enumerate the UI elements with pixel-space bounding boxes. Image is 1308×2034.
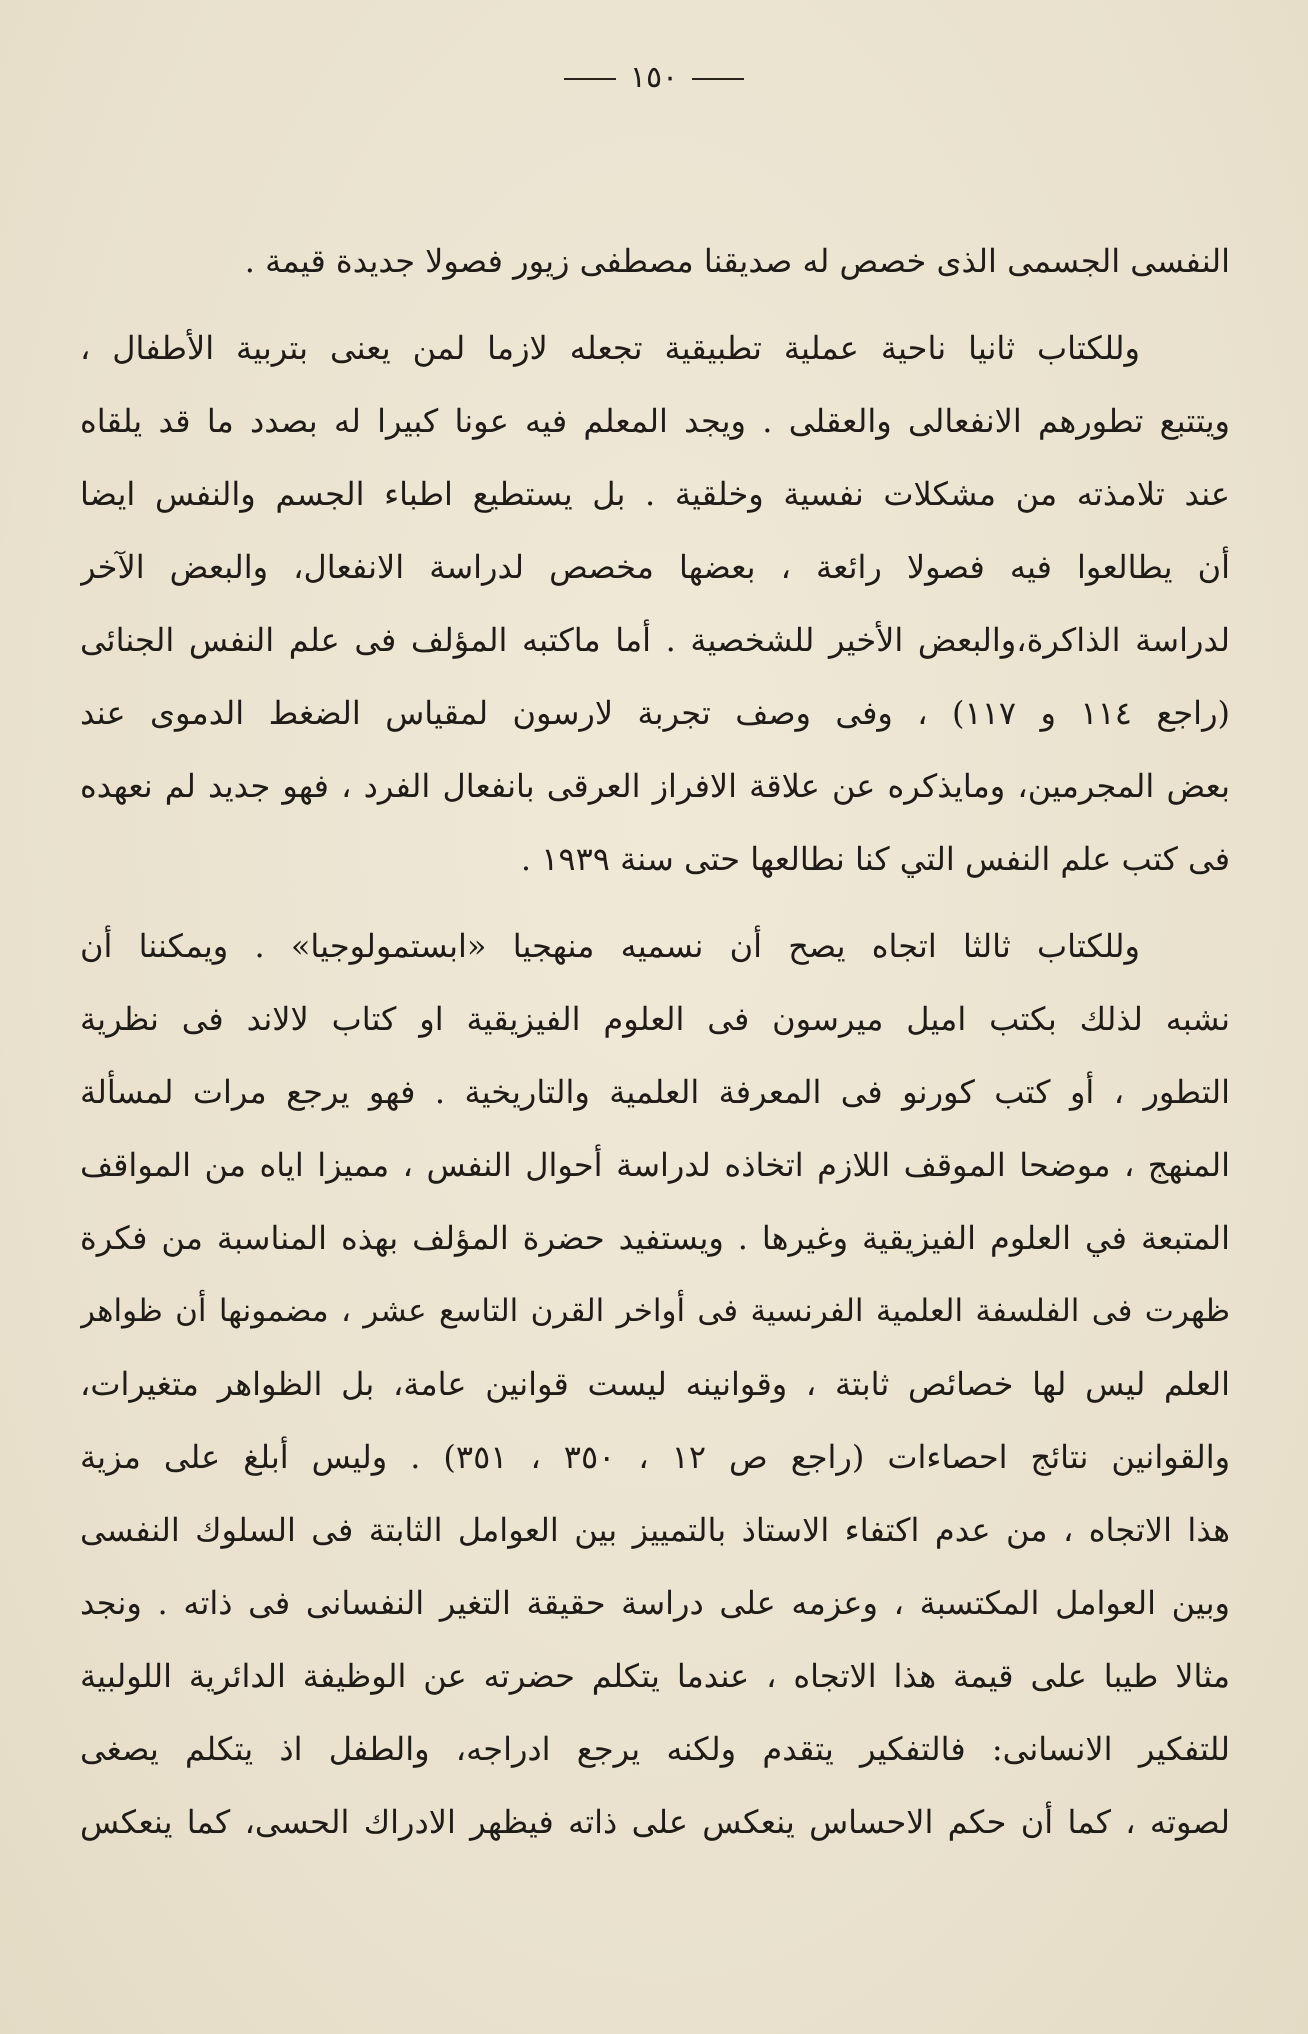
text-line: العلم ليس لها خصائص ثابتة ، وقوانينه ليست قوانين عامة، بل الظواهر متغيرات،	[80, 1365, 1230, 1403]
text-line: ويتتبع تطورهم الانفعالى والعقلى . ويجد المعلم فيه عونا كبيرا له بصدد ما قد يلقاه	[80, 402, 1230, 440]
text-line: لصوته ، كما أن حكم الاحساس ينعكس على ذاته فيظهر الادراك الحسى، كما ينعكس	[80, 1803, 1230, 1841]
text-line: فى كتب علم النفس التي كنا نطالعها حتى سنة ١٩٣٩ .	[520, 840, 1230, 878]
text-line: والقوانين نتائج احصاءات (راجع ص ١٢ ، ٣٥٠ ، ٣٥١) . وليس أبلغ على مزية	[80, 1438, 1230, 1476]
body-text	[80, 225, 1230, 1859]
text-line: مثالا طيبا على قيمة هذا الاتجاه ، عندما يتكلم حضرته عن الوظيفة الدائرية اللولبية	[80, 1657, 1230, 1695]
text-line: (راجع ١١٤ و ١١٧) ، وفى وصف تجربة لارسون لمقياس الضغط الدموى عند	[80, 694, 1230, 732]
text-line: للتفكير الانسانى: فالتفكير يتقدم ولكنه يرجع ادراجه، والطفل اذ يتكلم يصغى	[80, 1730, 1230, 1768]
text-line: عند تلامذته من مشكلات نفسية وخلقية . بل يستطيع اطباء الجسم والنفس ايضا	[80, 475, 1230, 513]
text-line: أن يطالعوا فيه فصولا رائعة ، بعضها مخصص لدراسة الانفعال، والبعض الآخر	[80, 548, 1230, 586]
page-number-dash-right	[692, 78, 744, 80]
text-line: هذا الاتجاه ، من عدم اكتفاء الاستاذ بالتمييز بين العوامل الثابتة فى السلوك النفسى	[80, 1511, 1230, 1549]
text-line: ظهرت فى الفلسفة العلمية الفرنسية فى أواخر القرن التاسع عشر ، مضمونها أن ظواهر	[80, 1293, 1230, 1329]
page-number-value: ١٥٠	[629, 60, 679, 95]
text-line: المتبعة في العلوم الفيزيقية وغيرها . ويستفيد حضرة المؤلف بهذه المناسبة من فكرة	[80, 1219, 1230, 1257]
text-line: لدراسة الذاكرة،والبعض الأخير للشخصية . أما ماكتبه المؤلف فى علم النفس الجنائى	[80, 621, 1230, 659]
text-line: نشبه لذلك بكتب اميل ميرسون فى العلوم الفيزيقية او كتاب لالاند فى نظرية	[80, 1000, 1230, 1038]
text-line: التطور ، أو كتب كورنو فى المعرفة العلمية والتاريخية . فهو يرجع مرات لمسألة	[80, 1073, 1230, 1111]
page-number-dash-left	[564, 78, 616, 80]
page-number	[0, 58, 1308, 98]
text-line: النفسى الجسمى الذى خصص له صديقنا مصطفى زيور فصولا جديدة قيمة .	[244, 242, 1230, 280]
text-line: وبين العوامل المكتسبة ، وعزمه على دراسة حقيقة التغير النفسانى فى ذاته . ونجد	[80, 1584, 1230, 1622]
text-line: وللكتاب ثانيا ناحية عملية تطبيقية تجعله لازما لمن يعنى بتربية الأطفال ،	[80, 329, 1140, 367]
text-line: بعض المجرمين، ومايذكره عن علاقة الافراز العرقى بانفعال الفرد ، فهو جديد لم نعهده	[80, 767, 1230, 805]
text-line: المنهج ، موضحا الموقف اللازم اتخاذه لدراسة أحوال النفس ، مميزا اياه من المواقف	[80, 1146, 1230, 1184]
text-line: وللكتاب ثالثا اتجاه يصح أن نسميه منهجيا «ابستمولوجيا» . ويمكننا أن	[80, 927, 1140, 965]
